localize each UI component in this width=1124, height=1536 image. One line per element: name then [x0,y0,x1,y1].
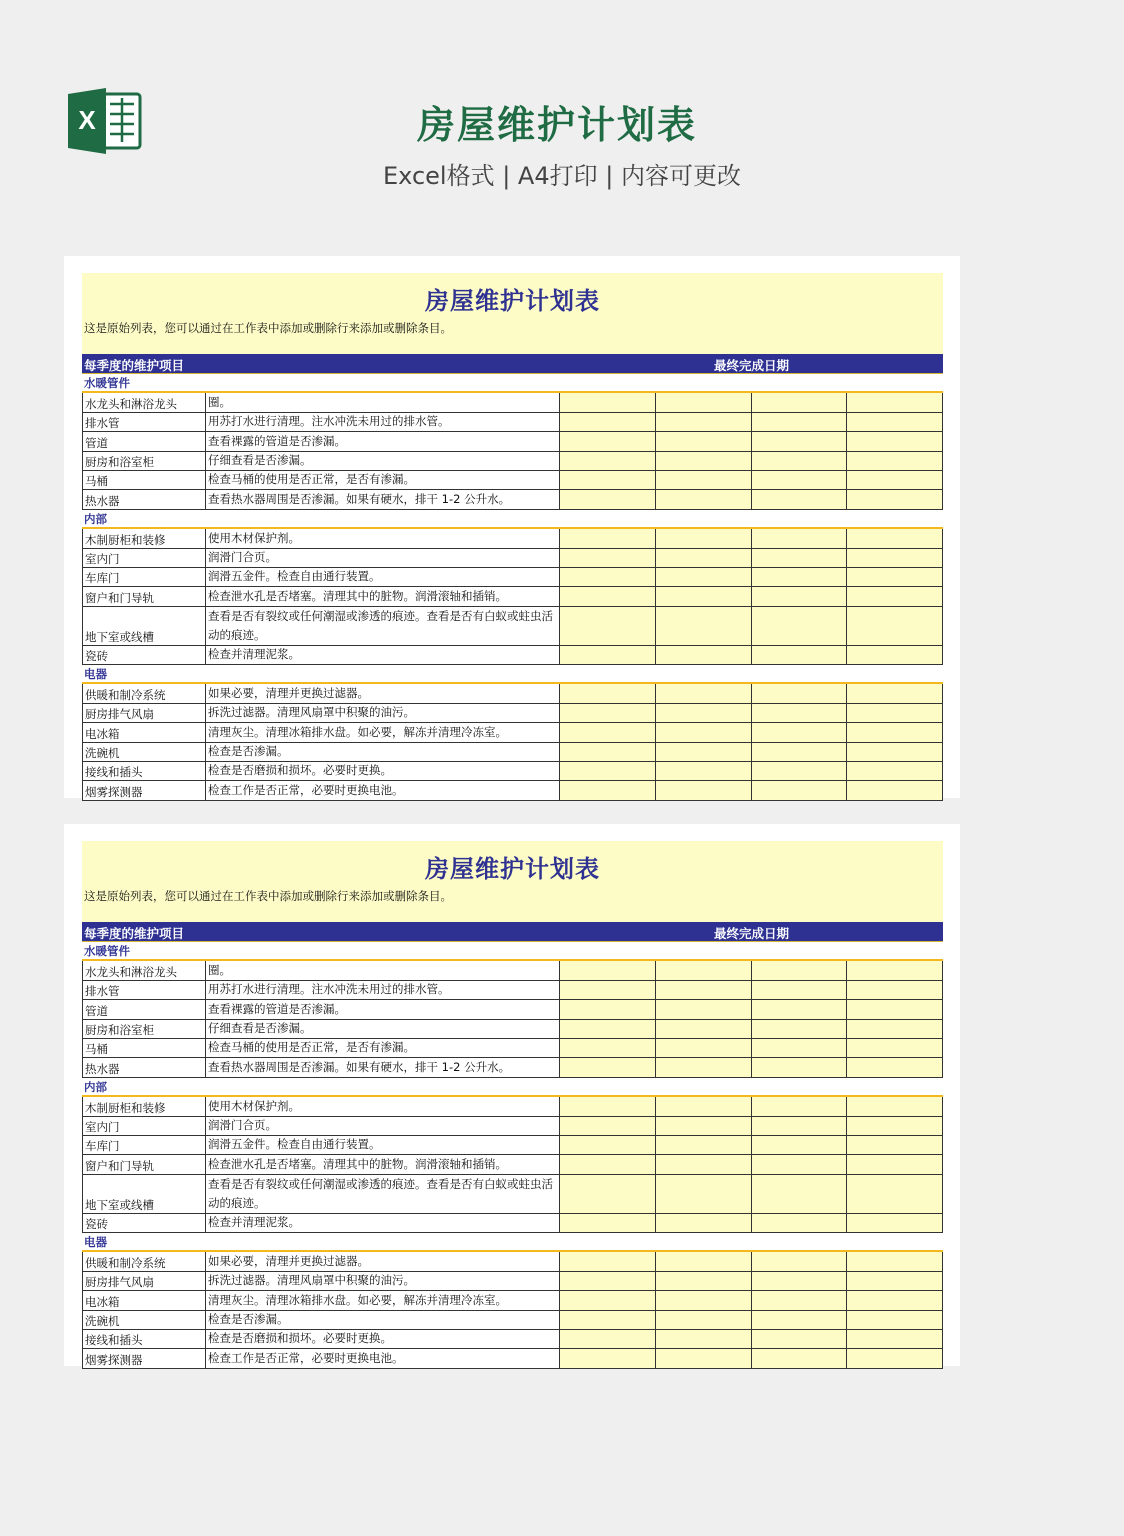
date-cell[interactable] [752,471,848,490]
date-cell[interactable] [656,490,752,509]
date-cell[interactable] [752,646,848,665]
date-cell[interactable] [560,1252,656,1271]
date-cell[interactable] [847,1349,943,1368]
date-cell[interactable] [752,762,848,781]
item-cell[interactable]: 烟雾探测器 [82,781,206,800]
date-cell[interactable] [752,529,848,548]
date-cell[interactable] [847,704,943,723]
date-cell[interactable] [560,587,656,606]
table-row [82,432,943,451]
date-cell[interactable] [847,1058,943,1077]
description-cell[interactable]: 检查工作是否正常，必要时更换电池。 [206,781,560,800]
date-cell[interactable] [752,781,848,800]
date-cell[interactable] [847,781,943,800]
item-cell[interactable]: 车库门 [82,568,206,587]
date-cell[interactable] [847,452,943,471]
date-cell[interactable] [560,1330,656,1349]
date-cell[interactable] [847,1097,943,1116]
date-cell[interactable] [560,1097,656,1116]
item-cell[interactable]: 管道 [82,1000,206,1019]
item-cell[interactable]: 室内门 [82,1117,206,1136]
date-cell[interactable] [847,1020,943,1039]
item-cell[interactable]: 电冰箱 [82,1291,206,1310]
date-cell[interactable] [847,1214,943,1233]
table-row [82,1311,943,1330]
date-cell[interactable] [656,762,752,781]
item-cell[interactable]: 窗户和门导轨 [82,1155,206,1174]
table-row [82,1097,943,1116]
date-cell[interactable] [560,1349,656,1368]
date-cell[interactable] [847,471,943,490]
date-cell[interactable] [656,587,752,606]
date-cell[interactable] [847,981,943,1000]
date-cell[interactable] [752,961,848,980]
svg-text:X: X [78,105,96,135]
section-header: 水暖管件 [82,942,943,961]
item-cell[interactable]: 热水器 [82,1058,206,1077]
date-cell[interactable] [560,529,656,548]
description-cell[interactable]: 检查是否磨损和损坏。必要时更换。 [206,1330,560,1349]
date-cell[interactable] [752,432,848,451]
date-cell[interactable] [656,452,752,471]
date-cell[interactable] [656,1349,752,1368]
description-cell[interactable]: 查看热水器周围是否渗漏。如果有硬水，排干 1-2 公升水。 [206,490,560,509]
date-cell[interactable] [560,393,656,412]
date-cell[interactable] [752,1136,848,1155]
table-row [82,781,943,800]
description-cell[interactable]: 仔细查看是否渗漏。 [206,452,560,471]
table-row [82,723,943,742]
item-cell[interactable]: 供暖和制冷系统 [82,1252,206,1271]
date-cell[interactable] [560,981,656,1000]
description-cell[interactable]: 查看热水器周围是否渗漏。如果有硬水，排干 1-2 公升水。 [206,1058,560,1077]
description-cell[interactable]: 查看裸露的管道是否渗漏。 [206,432,560,451]
date-cell[interactable] [656,1155,752,1174]
description-cell[interactable]: 圈。 [206,393,560,412]
date-cell[interactable] [847,1311,943,1330]
date-cell[interactable] [847,1039,943,1058]
date-cell[interactable] [656,743,752,762]
column-header-date: 最终完成日期 [713,358,789,373]
item-cell[interactable]: 热水器 [82,490,206,509]
date-cell[interactable] [752,1311,848,1330]
date-cell[interactable] [752,1097,848,1116]
date-cell[interactable] [656,549,752,568]
date-cell[interactable] [656,568,752,587]
item-cell[interactable]: 电冰箱 [82,723,206,742]
description-cell[interactable]: 查看是否有裂纹或任何潮湿或渗透的痕迹。查看是否有白蚁或蛀虫活动的痕迹。 [206,607,560,646]
date-cell[interactable] [560,1291,656,1310]
date-cell[interactable] [752,1000,848,1019]
table-row [82,1155,943,1174]
item-cell[interactable]: 瓷砖 [82,1214,206,1233]
table-row [82,471,943,490]
date-cell[interactable] [656,1175,752,1214]
date-cell[interactable] [656,1330,752,1349]
date-cell[interactable] [656,1272,752,1291]
description-cell[interactable]: 润滑五金件。检查自由通行装置。 [206,568,560,587]
description-cell[interactable]: 检查工作是否正常，必要时更换电池。 [206,1349,560,1368]
description-cell[interactable]: 检查马桶的使用是否正常，是否有渗漏。 [206,1039,560,1058]
item-cell[interactable]: 马桶 [82,1039,206,1058]
date-cell[interactable] [752,981,848,1000]
date-cell[interactable] [847,961,943,980]
description-cell[interactable]: 如果必要，清理并更换过滤器。 [206,684,560,703]
table-row [82,1039,943,1058]
date-cell[interactable] [656,1291,752,1310]
page-header [0,0,1024,230]
date-cell[interactable] [752,1330,848,1349]
table-row [82,549,943,568]
date-cell[interactable] [847,1136,943,1155]
date-cell[interactable] [560,1155,656,1174]
date-cell[interactable] [656,607,752,646]
description-cell[interactable]: 润滑门合页。 [206,549,560,568]
date-cell[interactable] [656,1097,752,1116]
date-cell[interactable] [656,1020,752,1039]
date-cell[interactable] [752,393,848,412]
date-cell[interactable] [656,781,752,800]
date-cell[interactable] [752,1272,848,1291]
description-cell[interactable]: 清理灰尘。清理冰箱排水盘。如必要，解冻并清理冷冻室。 [206,1291,560,1310]
date-cell[interactable] [847,490,943,509]
date-cell[interactable] [847,1330,943,1349]
date-cell[interactable] [560,1058,656,1077]
date-cell[interactable] [752,413,848,432]
date-cell[interactable] [752,743,848,762]
date-cell[interactable] [752,704,848,723]
description-cell[interactable]: 检查泄水孔是否堵塞。清理其中的脏物。润滑滚轴和插销。 [206,1155,560,1174]
item-cell[interactable]: 接线和插头 [82,762,206,781]
description-cell[interactable]: 检查是否渗漏。 [206,1311,560,1330]
date-cell[interactable] [752,1155,848,1174]
date-cell[interactable] [560,961,656,980]
description-cell[interactable]: 仔细查看是否渗漏。 [206,1020,560,1039]
item-cell[interactable]: 水龙头和淋浴龙头 [82,393,206,412]
date-cell[interactable] [752,1214,848,1233]
date-cell[interactable] [752,1291,848,1310]
table-row [82,1349,943,1368]
date-cell[interactable] [752,1349,848,1368]
date-cell[interactable] [560,723,656,742]
date-cell[interactable] [656,1311,752,1330]
table-row [82,961,943,980]
date-cell[interactable] [847,393,943,412]
date-cell[interactable] [656,1039,752,1058]
item-cell[interactable]: 排水管 [82,981,206,1000]
table-row [82,393,943,412]
date-cell[interactable] [847,1000,943,1019]
item-cell[interactable]: 窗户和门导轨 [82,587,206,606]
table-row [82,529,943,548]
date-cell[interactable] [560,471,656,490]
section-header: 内部 [82,510,943,529]
date-cell[interactable] [752,684,848,703]
sheet-note: 这是原始列表，您可以通过在工作表中添加或删除行来添加或删除条目。 [84,889,452,903]
section-header: 电器 [82,1233,943,1252]
date-cell[interactable] [847,413,943,432]
date-cell[interactable] [752,607,848,646]
date-cell[interactable] [847,432,943,451]
item-cell[interactable]: 供暖和制冷系统 [82,684,206,703]
column-header-band [82,354,943,374]
date-cell[interactable] [656,1058,752,1077]
date-cell[interactable] [656,1214,752,1233]
table-row [82,762,943,781]
date-cell[interactable] [560,781,656,800]
table-row [82,743,943,762]
date-cell[interactable] [656,432,752,451]
date-cell[interactable] [560,743,656,762]
date-cell[interactable] [560,1117,656,1136]
column-header-date: 最终完成日期 [713,926,789,941]
date-cell[interactable] [656,981,752,1000]
sheet-header [82,841,943,922]
table-row [82,452,943,471]
date-cell[interactable] [560,490,656,509]
description-cell[interactable]: 检查并清理泥浆。 [206,1214,560,1233]
sheet-preview-card [64,824,960,1366]
date-cell[interactable] [560,1136,656,1155]
column-header-item: 每季度的维护项目 [84,926,185,941]
date-cell[interactable] [656,529,752,548]
table-row [82,981,943,1000]
section-header: 电器 [82,665,943,684]
date-cell[interactable] [847,568,943,587]
date-cell[interactable] [560,549,656,568]
description-cell[interactable]: 圈。 [206,961,560,980]
date-cell[interactable] [847,646,943,665]
date-cell[interactable] [847,1252,943,1271]
date-cell[interactable] [752,549,848,568]
date-cell[interactable] [656,704,752,723]
item-cell[interactable]: 厨房和浴室柜 [82,452,206,471]
section-header: 内部 [82,1078,943,1097]
date-cell[interactable] [847,529,943,548]
date-cell[interactable] [752,1039,848,1058]
item-cell[interactable]: 车库门 [82,1136,206,1155]
date-cell[interactable] [656,1136,752,1155]
description-cell[interactable]: 清理灰尘。清理冰箱排水盘。如必要，解冻并清理冷冻室。 [206,723,560,742]
date-cell[interactable] [752,568,848,587]
table-row [82,490,943,509]
item-cell[interactable]: 接线和插头 [82,1330,206,1349]
description-cell[interactable]: 用苏打水进行清理。注水冲洗未用过的排水管。 [206,413,560,432]
item-cell[interactable]: 地下室或线槽 [82,1175,206,1214]
column-header-item: 每季度的维护项目 [84,358,185,373]
date-cell[interactable] [752,587,848,606]
date-cell[interactable] [560,1039,656,1058]
date-cell[interactable] [752,1117,848,1136]
table-row [82,1058,943,1077]
date-cell[interactable] [847,1291,943,1310]
description-cell[interactable]: 检查马桶的使用是否正常，是否有渗漏。 [206,471,560,490]
date-cell[interactable] [847,587,943,606]
item-cell[interactable]: 厨房排气风扇 [82,704,206,723]
column-header-band [82,922,943,942]
date-cell[interactable] [847,762,943,781]
date-cell[interactable] [656,646,752,665]
item-cell[interactable]: 洗碗机 [82,1311,206,1330]
table-row [82,413,943,432]
table-row [82,1000,943,1019]
item-cell[interactable]: 马桶 [82,471,206,490]
table-row [82,1330,943,1349]
sheet-header [82,273,943,354]
table-row [82,1117,943,1136]
description-cell[interactable]: 如果必要，清理并更换过滤器。 [206,1252,560,1271]
description-cell[interactable]: 查看是否有裂纹或任何潮湿或渗透的痕迹。查看是否有白蚁或蛀虫活动的痕迹。 [206,1175,560,1214]
date-cell[interactable] [847,1272,943,1291]
item-cell[interactable]: 洗碗机 [82,743,206,762]
description-cell[interactable]: 拆洗过滤器。清理风扇罩中积聚的油污。 [206,704,560,723]
item-cell[interactable]: 排水管 [82,413,206,432]
item-cell[interactable]: 地下室或线槽 [82,607,206,646]
table-row [82,1252,943,1271]
description-cell[interactable]: 润滑门合页。 [206,1117,560,1136]
description-cell[interactable]: 检查泄水孔是否堵塞。清理其中的脏物。润滑滚轴和插销。 [206,587,560,606]
page-subtitle: Excel格式 | A4打印 | 内容可更改 [383,162,741,190]
table-row [82,1020,943,1039]
spreadsheet [82,841,943,1367]
date-cell[interactable] [560,432,656,451]
description-cell[interactable]: 用苏打水进行清理。注水冲洗未用过的排水管。 [206,981,560,1000]
date-cell[interactable] [752,1020,848,1039]
item-cell[interactable]: 水龙头和淋浴龙头 [82,961,206,980]
sheet-title: 房屋维护计划表 [425,855,600,883]
table-row [82,1136,943,1155]
table-row [82,587,943,606]
date-cell[interactable] [752,490,848,509]
description-cell[interactable]: 检查并清理泥浆。 [206,646,560,665]
date-cell[interactable] [656,1117,752,1136]
date-cell[interactable] [656,723,752,742]
date-cell[interactable] [560,1311,656,1330]
date-cell[interactable] [560,1020,656,1039]
item-cell[interactable]: 瓷砖 [82,646,206,665]
date-cell[interactable] [752,452,848,471]
date-cell[interactable] [560,1272,656,1291]
section-header: 水暖管件 [82,374,943,393]
item-cell[interactable]: 木制厨柜和装修 [82,1097,206,1116]
table-row [82,1272,943,1291]
date-cell[interactable] [656,413,752,432]
table-row [82,1175,943,1214]
date-cell[interactable] [656,393,752,412]
date-cell[interactable] [656,961,752,980]
date-cell[interactable] [560,452,656,471]
item-cell[interactable]: 厨房和浴室柜 [82,1020,206,1039]
item-cell[interactable]: 木制厨柜和装修 [82,529,206,548]
date-cell[interactable] [656,1252,752,1271]
date-cell[interactable] [656,1000,752,1019]
date-cell[interactable] [847,1117,943,1136]
date-cell[interactable] [847,723,943,742]
table-row [82,1214,943,1233]
description-cell[interactable]: 润滑五金件。检查自由通行装置。 [206,1136,560,1155]
sheet-title: 房屋维护计划表 [425,287,600,315]
date-cell[interactable] [752,1175,848,1214]
description-cell[interactable]: 检查是否渗漏。 [206,743,560,762]
date-cell[interactable] [560,413,656,432]
description-cell[interactable]: 检查是否磨损和损坏。必要时更换。 [206,762,560,781]
date-cell[interactable] [560,1000,656,1019]
date-cell[interactable] [560,1175,656,1214]
date-cell[interactable] [847,607,943,646]
date-cell[interactable] [847,549,943,568]
table-row [82,1291,943,1310]
date-cell[interactable] [560,568,656,587]
date-cell[interactable] [752,1058,848,1077]
date-cell[interactable] [847,1155,943,1174]
description-cell[interactable]: 查看裸露的管道是否渗漏。 [206,1000,560,1019]
item-cell[interactable]: 管道 [82,432,206,451]
date-cell[interactable] [847,684,943,703]
description-cell[interactable]: 使用木材保护剂。 [206,1097,560,1116]
date-cell[interactable] [560,1214,656,1233]
date-cell[interactable] [656,471,752,490]
item-cell[interactable]: 厨房排气风扇 [82,1272,206,1291]
sheet-note: 这是原始列表，您可以通过在工作表中添加或删除行来添加或删除条目。 [84,321,452,335]
page-title: 房屋维护计划表 [416,103,697,147]
table-row [82,568,943,587]
item-cell[interactable]: 室内门 [82,549,206,568]
date-cell[interactable] [560,762,656,781]
date-cell[interactable] [847,1175,943,1214]
description-cell[interactable]: 使用木材保护剂。 [206,529,560,548]
date-cell[interactable] [752,723,848,742]
description-cell[interactable]: 拆洗过滤器。清理风扇罩中积聚的油污。 [206,1272,560,1291]
date-cell[interactable] [752,1252,848,1271]
item-cell[interactable]: 烟雾探测器 [82,1349,206,1368]
date-cell[interactable] [656,684,752,703]
date-cell[interactable] [847,743,943,762]
